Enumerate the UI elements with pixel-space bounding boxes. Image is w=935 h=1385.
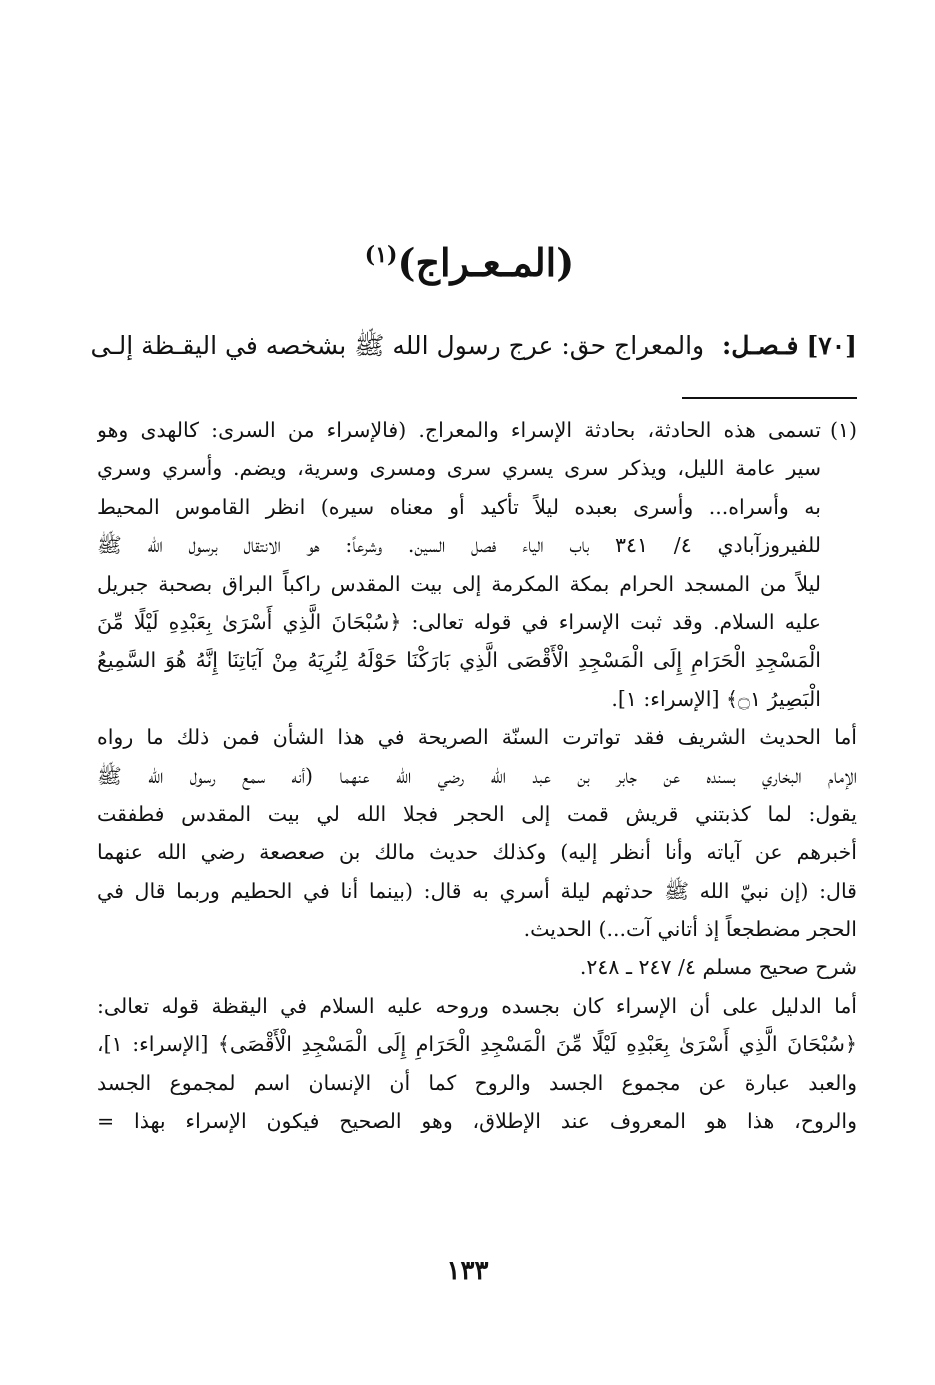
footnote-line-text: أخبرهم عن آياته وأنا أنظر إليه) وكذلك حديث مالك بن صعصعة رضي الله عنهما — [97, 840, 857, 865]
section-number: [٧٠] — [806, 331, 857, 360]
footnote-line-text: يقول: لما كذبتني قريش قمت إلى الحجر فجلا الله لي بيت المقدس فطفقت — [97, 801, 857, 826]
footnote-line-text: قال: (إن نبيّ الله ﷺ حدثهم ليلة أسري به قال: (بينما أنا في الحطيم وربما قال في — [97, 878, 857, 903]
footnote-quran-line — [97, 1025, 857, 1063]
footnote-line — [97, 680, 857, 718]
footnote-line-text: أما الحديث الشريف فقد تواترت السنّة الصريحة في هذا الشأن فمن ذلك ما رواه — [97, 725, 857, 750]
footnote-line-text: الْمَسْجِدِ الْحَرَامِ إِلَى الْمَسْجِدِ الْأَقْصَى الَّذِي بَارَكْنَا حَوْلَهُ لِنُرِيَهُ مِنْ آيَاتِنَا إِنَّهُ هُوَ السَّمِيعُ — [97, 648, 821, 673]
footnote-line-text: سير عامة الليل، ويذكر سرى يسري سرى ومسرى وسرية، ويضم. وأسري وسري — [97, 456, 821, 481]
title-footnote-mark: (١) — [364, 242, 398, 269]
footnote-line — [97, 872, 857, 910]
footnote-line-text: أما الدليل على أن الإسراء كان بجسده وروحه عليه السلام في اليقظة قوله تعالى: — [97, 993, 857, 1018]
footnote-line — [97, 987, 857, 1025]
footnote-line — [97, 833, 857, 871]
section-text: والمعراج حق: عرج رسول الله ﷺ بشخصه في اليقـظة إلـى — [90, 331, 705, 360]
footnote-line — [97, 411, 857, 449]
footnote-line — [97, 948, 857, 986]
footnote-line-text: عليه السلام. وقد ثبت الإسراء في قوله تعالى: ﴿سُبْحَانَ الَّذِي أَسْرَىٰ بِعَبْدِهِ لَيْلًا مِّنَ — [97, 609, 821, 634]
section-label: فـصـل: — [722, 331, 799, 360]
footnote-line-text: به وأسراه... وأسرى بعبده ليلاً تأكيد أو معناه سيره) انظر القاموس المحيط — [97, 494, 821, 519]
footnote-line — [97, 1102, 857, 1140]
footnote-line-text: والروح، هذا هو المعروف عند الإطلاق، وهو الصحيح فيكون الإسراء بهذا = — [97, 1109, 857, 1134]
footnote-line — [97, 488, 857, 526]
footnote-line-text: الإمام البخاري بسنده عن جابر بن عبد الله رضي الله عنهما (أنه سمع رسول الله ﷺ — [97, 763, 857, 788]
footnote-line-text: شرح صحيح مسلم ٤/ ٢٤٧ ـ ٢٤٨. — [579, 955, 857, 980]
footnote-line — [97, 795, 857, 833]
chapter-title-text: (المـعـراج) — [397, 240, 575, 285]
footnote-line — [97, 526, 857, 564]
footnote-line-text: الْبَصِيرُ ۝١﴾ [الإسراء: ١]. — [611, 686, 821, 711]
section-heading-line — [67, 328, 857, 363]
footnote-line — [97, 449, 857, 487]
chapter-title — [0, 240, 935, 286]
page-number: ١٣٣ — [446, 1256, 489, 1286]
footnote-line — [97, 565, 857, 603]
footnote-line — [97, 910, 857, 948]
footnote-marker: (١) — [829, 418, 857, 442]
footnote-line — [97, 718, 857, 756]
footnote-line — [97, 757, 857, 795]
footnote-line-text: تسمى هذه الحادثة، بحادثة الإسراء والمعراج. (فالإسراء من السرى: كالهدى وهو — [97, 418, 821, 442]
footnote-line-text: الحجر مضطجعاً إذ أتاني آت...) الحديث. — [523, 917, 857, 942]
footnote-line — [97, 603, 857, 641]
footnote-line-text: ليلاً من المسجد الحرام بمكة المكرمة إلى بيت المقدس راكباً البراق بصحبة جبريل — [97, 571, 821, 596]
footnote-line — [97, 1064, 857, 1102]
footnote-line-text: والعبد عبارة عن مجموع الجسد والروح كما أن الإنسان اسم لمجموع الجسد — [97, 1070, 857, 1095]
footnote-divider — [682, 397, 857, 399]
footnote-block — [97, 411, 857, 1140]
footnote-line-text: ﴿سُبْحَانَ الَّذِي أَسْرَىٰ بِعَبْدِهِ لَيْلًا مِّنَ الْمَسْجِدِ الْحَرَامِ إِلَى الْمَسْجِدِ الْأَقْصَى﴾ [الإسراء: ١]، — [97, 1032, 857, 1057]
footnote-line-text: للفيروزآبادي ٤/ ٣٤١ باب الياء فصل السين. وشرعاً: هو الانتقال برسول الله ﷺ — [97, 533, 821, 558]
footnote-quran-line — [97, 641, 857, 679]
